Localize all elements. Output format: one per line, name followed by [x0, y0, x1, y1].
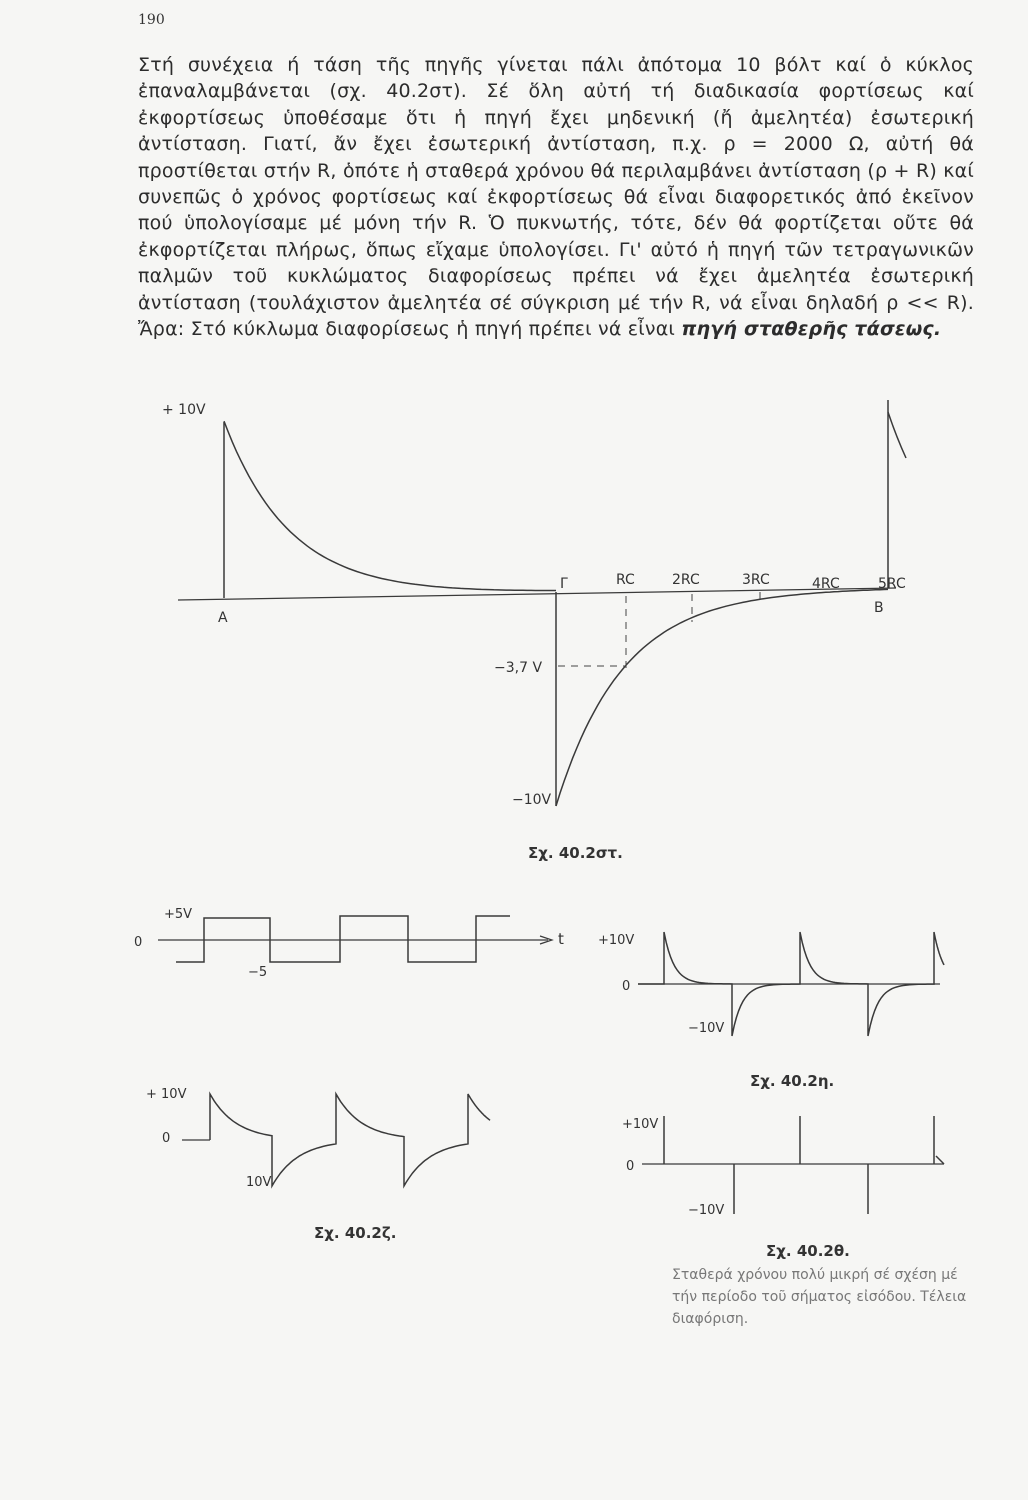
fig-40-2th-label-plus10: +10V [622, 1117, 659, 1132]
fig-40-2st-tick-2rc: 2RC [672, 572, 700, 588]
fig-40-2z-label-plus10: + 10V [146, 1087, 187, 1102]
paragraph-text: Στή συνέχεια ή τάση τῆς πηγῆς γίνεται πάλι ἀπότομα 10 βόλτ καί ὁ κύκλος ἐπαναλαμβάνεται (σχ. 40.2στ). Σέ ὅλη αὐτή τή διαδικασία φορτίσεως καί ἐκφορτίσεως ὑποθέσαμε ὅτι ἡ πηγή ἔχει μηδενική (ἤ ἀμελητέα) ἐσωτερική ἀντίσταση. Γιατί, ἄν ἔχει ἐσωτερική ἀντίσταση, π.χ. ρ = 2000 Ω, αὐτή θά προστίθεται στήν R, ὁπότε ἡ σταθερά χρόνου θά περιλαμβάνει ἀντίσταση (ρ + R) καί συνεπῶς ὁ χρόνος φορτίσεως καί ἐκφορτίσεως θά εἶναι διαφορετικός ἀπό ἐκεῖνον πού ὑπολογίσαμε μέ μόνη τήν R. Ὁ πυκνωτής, τότε, δέν θά φορτίζεται οὔτε θά ἐκφορτίζεται πλήρως, ὅπως εἴχαμε ὑπολογίσει. Γι' αὐτό ἡ πηγή τῶν τετραγωνικῶν παλμῶν τοῦ κυκλώματος διαφορίσεως πρέπει νά ἔχει ἀμελητέα ἐσωτερική ἀντίσταση (τουλάχιστον ἀμελητέα σέ σύγκριση μέ τήν R, νά εἶναι δηλαδή ρ << R). Ἄρα: Στό κύκλωμα διαφορίσεως ἡ πηγή πρέπει νά εἶναι [138, 54, 974, 341]
fig-40-2z-label-zero: 0 [162, 1131, 171, 1146]
fig-40-2st-tick-rc: RC [616, 572, 635, 588]
fig-40-2eta-label-minus10: −10V [688, 1021, 725, 1036]
fig-40-2st-tick-3rc: 3RC [742, 572, 770, 588]
caption-40-2th: Σχ. 40.2θ. [766, 1242, 850, 1260]
fig-40-2th-spikes [664, 1116, 944, 1214]
fig-40-2z-trace [210, 1094, 490, 1186]
fig-40-2eta-label-zero: 0 [622, 979, 631, 994]
fig-40-2st-label-g: Γ [560, 576, 568, 592]
fig-40-2st-label-plus10: + 10V [162, 402, 206, 418]
fig-40-2th-note: Σταθερά χρόνου πολύ μικρή σέ σχέση μέ τήν περίοδο τοῦ σήματος εἰσόδου. Τέλεια διαφόριση. [672, 1267, 967, 1327]
page-number: 190 [138, 12, 165, 28]
fig-40-2z-label-minus10: 10V [246, 1175, 272, 1190]
fig-40-2th-label-minus10: −10V [688, 1203, 725, 1218]
fig-40-2st-label-m37: −3,7 V [494, 660, 543, 676]
input-label-minus5: −5 [248, 965, 268, 980]
paragraph-emphasis: πηγή σταθερῆς τάσεως. [681, 318, 942, 341]
input-square-wave-trace [176, 916, 510, 962]
input-label-t: t [558, 930, 564, 948]
fig-40-2eta-label-plus10: +10V [598, 933, 635, 948]
fig-40-2st-label-b: B [874, 600, 884, 616]
fig-40-2st-tick-4rc: 4RC [812, 576, 840, 592]
fig-40-2th-label-zero: 0 [626, 1159, 635, 1174]
input-label-zero: 0 [134, 935, 143, 950]
input-label-plus5: +5V [164, 907, 193, 922]
caption-40-2z: Σχ. 40.2ζ. [314, 1224, 397, 1242]
fig-40-2st-label-a: A [218, 610, 228, 626]
fig-40-2st-tick-5rc: 5RC [878, 576, 906, 592]
caption-40-2st: Σχ. 40.2στ. [528, 844, 623, 862]
caption-40-2eta: Σχ. 40.2η. [750, 1072, 835, 1090]
fig-40-2st-label-m10: −10V [512, 792, 552, 808]
